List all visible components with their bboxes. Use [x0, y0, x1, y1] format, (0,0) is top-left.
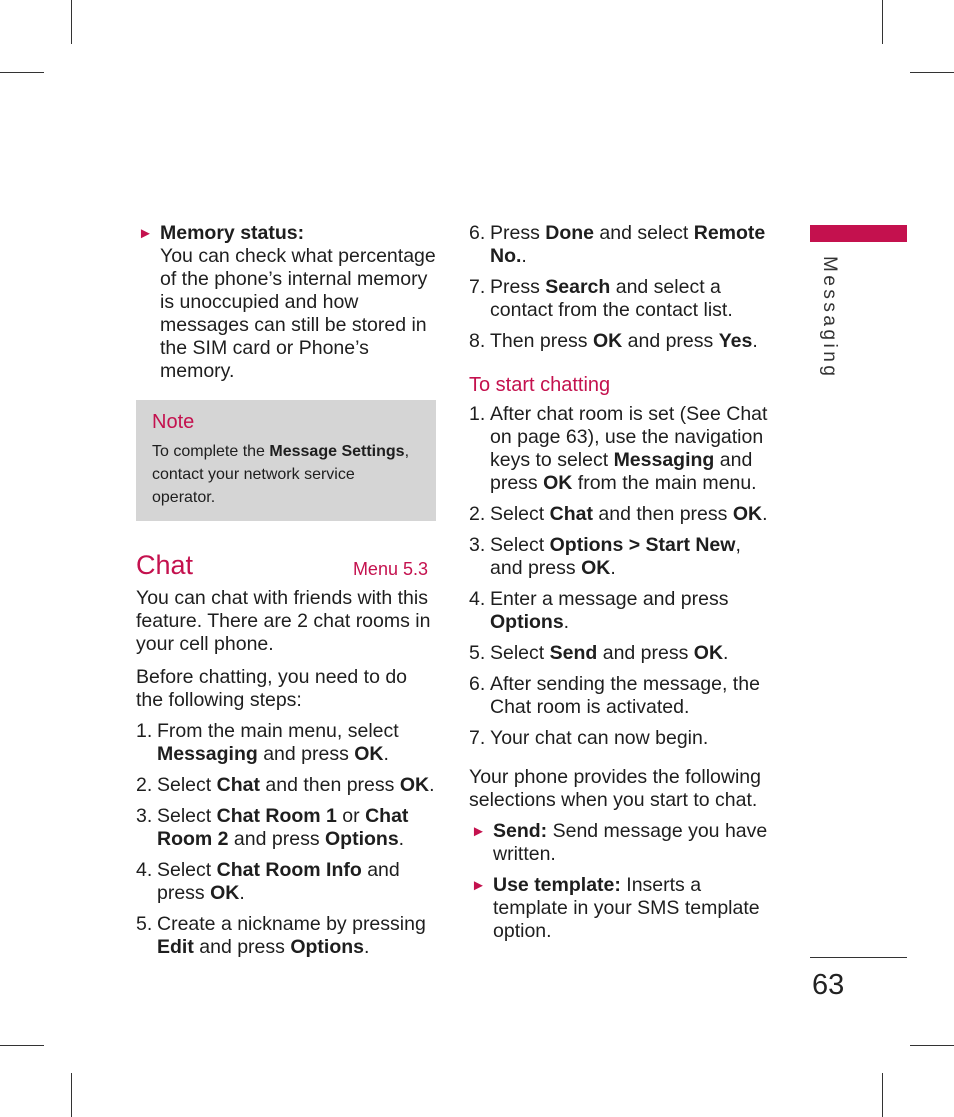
step-text: and select [594, 222, 694, 244]
step-keyword: Remote No. [490, 222, 766, 267]
chat-steps-right [469, 222, 774, 353]
step-keyword: OK [354, 743, 384, 765]
step-keyword: Messaging [157, 743, 258, 765]
list-item [469, 403, 774, 495]
list-item [136, 805, 436, 851]
step-keyword: Chat [216, 774, 260, 796]
step-number: 4. [136, 859, 153, 881]
option-label: Send: [493, 820, 548, 842]
step-keyword: Done [545, 222, 595, 244]
step-keyword: Options [490, 611, 564, 633]
step-number: 2. [136, 774, 153, 796]
list-item [136, 859, 436, 905]
selections-intro: Your phone provides the following selections when you start to chat. [469, 766, 761, 811]
step-number: 6. [469, 222, 486, 244]
step-number: 3. [136, 805, 153, 827]
step-keyword: Options > Start New [549, 534, 736, 556]
step-text: Press [490, 276, 546, 298]
step-keyword: OK [693, 642, 724, 664]
step-keyword: OK [581, 557, 611, 579]
step-text: and press [228, 828, 325, 850]
note-title: Note [152, 411, 195, 433]
step-text: . [398, 828, 405, 850]
note-box [136, 400, 436, 521]
triangle-bullet-icon: ► [138, 225, 153, 242]
step-text: After chat room is set (See Chat on page 63), use the navigation keys to select [490, 403, 768, 471]
step-keyword: Options [325, 828, 399, 850]
crop-mark [882, 1073, 883, 1117]
step-text: and select a contact from the contact list. [490, 276, 733, 321]
right-column [469, 222, 774, 943]
step-number: 8. [469, 330, 486, 352]
crop-mark [71, 0, 72, 44]
step-keyword: Chat Room Info [216, 859, 362, 881]
step-text: . [521, 245, 527, 267]
memory-status-item [136, 222, 436, 383]
selection-options [469, 820, 774, 943]
list-item [469, 330, 774, 353]
list-item [469, 222, 774, 268]
step-text: and press [490, 449, 753, 494]
list-item [469, 727, 774, 750]
step-text: . [762, 503, 768, 525]
step-text: . [610, 557, 616, 579]
chat-steps-left [136, 720, 436, 959]
step-text: Create a nickname by pressing [157, 913, 426, 935]
step-keyword: Edit [157, 936, 194, 958]
list-item [469, 588, 774, 634]
selection-option [469, 820, 774, 866]
step-text: From the main menu, select [157, 720, 399, 742]
left-column [136, 222, 436, 959]
step-text: Then press [490, 330, 593, 352]
step-number: 1. [136, 720, 153, 742]
step-keyword: Search [545, 276, 611, 298]
step-text: and press [257, 743, 355, 765]
step-text: and press [622, 330, 719, 352]
step-text: After sending the message, the Chat room is activated. [490, 673, 760, 718]
step-keyword: Messaging [613, 449, 715, 471]
triangle-bullet-icon: ► [471, 877, 486, 894]
start-chatting-heading: To start chatting [469, 374, 611, 396]
section-tab [810, 225, 907, 242]
step-text: Select [157, 859, 217, 881]
chat-before: Before chatting, you need to do the following steps: [136, 666, 408, 711]
step-keyword: Chat [549, 503, 593, 525]
step-text: and then press [592, 503, 733, 525]
option-label: Use template: [493, 874, 621, 896]
step-text: . [752, 330, 758, 352]
step-keyword: Yes [718, 330, 753, 352]
step-text: , and press [490, 534, 741, 579]
step-text: Your chat can now begin. [490, 727, 709, 749]
crop-mark [882, 0, 883, 44]
step-keyword: Send [549, 642, 598, 664]
option-text: Inserts a template in your SMS template option. [493, 874, 760, 942]
step-keyword: OK [543, 472, 573, 494]
crop-mark [0, 1045, 44, 1046]
step-text: Select [490, 642, 550, 664]
list-item [136, 913, 436, 959]
triangle-bullet-icon: ► [471, 823, 486, 840]
note-text [152, 440, 422, 509]
step-number: 2. [469, 503, 486, 525]
crop-mark [0, 72, 44, 73]
step-keyword: OK [732, 503, 763, 525]
step-keyword: Chat Room 2 [157, 805, 409, 850]
step-number: 6. [469, 673, 486, 695]
selection-option [469, 874, 774, 943]
list-item [469, 534, 774, 580]
chat-title: Chat [136, 550, 194, 580]
step-text: . [563, 611, 570, 633]
list-item [469, 276, 774, 322]
step-text: Select [157, 805, 217, 827]
step-number: 3. [469, 534, 486, 556]
step-number: 7. [469, 276, 486, 298]
step-number: 1. [469, 403, 486, 425]
step-text: . [239, 882, 245, 904]
page-number-rule [810, 957, 907, 958]
section-label: Messaging [819, 256, 840, 380]
page-number: 63 [812, 969, 845, 1001]
step-text: and press [157, 859, 400, 904]
list-item [136, 720, 436, 766]
crop-mark [910, 72, 954, 73]
step-text: . [383, 743, 389, 765]
note-text-bold: Message Settings [269, 443, 405, 460]
memory-status-label: Memory status: [160, 222, 305, 244]
start-chatting-steps [469, 403, 774, 750]
step-text: and press [193, 936, 291, 958]
crop-mark [910, 1045, 954, 1046]
step-keyword: OK [592, 330, 623, 352]
step-keyword: Chat Room 1 [216, 805, 337, 827]
list-item [469, 642, 774, 665]
memory-status-text: You can check what percentage of the phone’s internal memory is unoccupied and how messages can still be stored in the SIM card or Phone’s memory. [160, 245, 436, 382]
step-text: . [723, 642, 729, 664]
step-keyword: Options [290, 936, 364, 958]
chat-intro: You can chat with friends with this feature. There are 2 chat rooms in your cell phone. [136, 587, 431, 655]
step-text: Select [157, 774, 217, 796]
step-number: 7. [469, 727, 486, 749]
step-text: Select [490, 503, 550, 525]
step-number: 5. [136, 913, 153, 935]
step-text: or [336, 805, 366, 827]
step-text: from the main menu. [572, 472, 757, 494]
step-text: . [364, 936, 370, 958]
step-number: 4. [469, 588, 486, 610]
chat-heading [136, 549, 436, 581]
step-text: and then press [259, 774, 400, 796]
step-keyword: OK [399, 774, 430, 796]
step-text: Press [490, 222, 546, 244]
step-keyword: OK [210, 882, 240, 904]
crop-mark [71, 1073, 72, 1117]
step-text: . [429, 774, 435, 796]
step-text: Enter a message and press [490, 588, 729, 610]
list-item [469, 503, 774, 526]
chat-menu-number: Menu 5.3 [352, 559, 428, 579]
list-item [136, 774, 436, 797]
note-text-pre: To complete the [152, 443, 270, 460]
step-number: 5. [469, 642, 486, 664]
option-text: Send message you have written. [493, 820, 768, 865]
step-text: Select [490, 534, 550, 556]
step-text: and press [597, 642, 694, 664]
note-text-post: , contact your network service operator. [152, 443, 410, 506]
list-item [469, 673, 774, 719]
